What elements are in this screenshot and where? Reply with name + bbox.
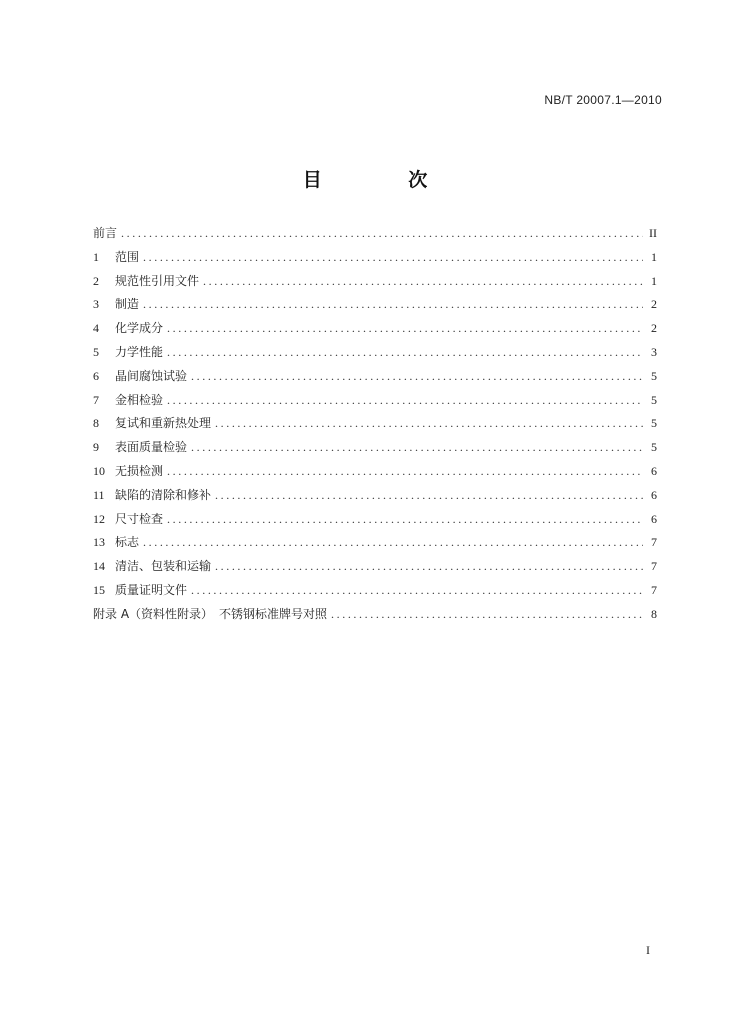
toc-entry[interactable]	[93, 367, 657, 391]
toc-dot-leader	[167, 393, 643, 408]
toc-entry-number: 12	[93, 511, 105, 526]
toc-entry[interactable]	[93, 343, 657, 367]
toc-entry[interactable]	[93, 486, 657, 510]
toc-entry[interactable]	[93, 533, 657, 557]
toc-entry-number: 7	[93, 392, 99, 407]
toc-entry[interactable]	[93, 510, 657, 534]
toc-entry-label: 晶间腐蚀试验	[115, 368, 188, 383]
toc-dot-leader	[331, 607, 643, 622]
toc-entry-label: 化学成分	[115, 321, 164, 336]
toc-entry-label: 复试和重新热处理	[115, 416, 212, 431]
toc-entry[interactable]	[93, 391, 657, 415]
toc-entry-page: 6	[651, 487, 657, 502]
toc-dot-leader	[203, 274, 643, 289]
toc-entry-label: 清洁、包装和运输	[115, 559, 212, 574]
toc-entry[interactable]	[93, 581, 657, 605]
toc-entry-label: 表面质量检验	[115, 440, 188, 455]
toc-entry-label: 标志	[115, 535, 140, 550]
toc-entry-page: II	[649, 226, 657, 240]
toc-dot-leader	[167, 345, 643, 360]
toc-entry-label: 力学性能	[115, 344, 164, 359]
toc-entry-page: 1	[651, 249, 657, 264]
toc-entry[interactable]	[93, 414, 657, 438]
toc-dot-leader	[215, 416, 643, 431]
toc-entry-number: 14	[93, 559, 105, 574]
table-of-contents	[93, 224, 657, 629]
toc-dot-leader	[167, 512, 643, 527]
toc-entry-label: 前言	[93, 226, 118, 240]
toc-entry-number: 15	[93, 582, 105, 597]
toc-entry-number: 2	[93, 273, 99, 288]
toc-entry-label: 缺陷的清除和修补	[115, 487, 212, 502]
toc-dot-leader	[121, 226, 643, 241]
toc-entry-number: 10	[93, 463, 105, 478]
toc-entry[interactable]	[93, 224, 657, 248]
toc-entry-number: 13	[93, 535, 105, 550]
toc-dot-leader	[167, 464, 643, 479]
toc-entry-label: 范围	[115, 249, 140, 264]
standard-code: NB/T 20007.1—2010	[544, 93, 662, 107]
toc-entry-number: 1	[93, 249, 99, 264]
page-number: I	[646, 943, 650, 957]
toc-dot-leader	[167, 321, 643, 336]
toc-entry-number: 4	[93, 321, 99, 336]
toc-entry-label: 质量证明文件	[115, 582, 188, 597]
toc-dot-leader	[191, 440, 643, 455]
toc-entry[interactable]	[93, 557, 657, 581]
toc-entry-page: 7	[651, 535, 657, 550]
toc-entry-label: 附录 A（资料性附录） 不锈钢标准牌号对照	[93, 606, 328, 621]
toc-entry-page: 6	[651, 463, 657, 478]
toc-entry-label: 金相检验	[115, 392, 164, 407]
toc-entry-page: 3	[651, 344, 657, 359]
toc-entry-number: 6	[93, 368, 99, 383]
toc-dot-leader	[143, 297, 643, 312]
toc-entry[interactable]	[93, 462, 657, 486]
toc-entry[interactable]	[93, 438, 657, 462]
toc-dot-leader	[143, 535, 643, 550]
toc-dot-leader	[215, 488, 643, 503]
toc-entry-page: 5	[651, 440, 657, 455]
toc-entry-number: 9	[93, 440, 99, 455]
toc-dot-leader	[191, 369, 643, 384]
toc-entry-label: 无损检测	[115, 463, 164, 478]
toc-dot-leader	[143, 250, 643, 265]
toc-entry[interactable]	[93, 605, 657, 629]
toc-entry-label: 尺寸检查	[115, 511, 164, 526]
page-title: 目 次	[302, 169, 468, 191]
toc-entry-page: 2	[651, 321, 657, 336]
toc-entry[interactable]	[93, 272, 657, 296]
toc-dot-leader	[191, 583, 643, 598]
toc-entry-page: 1	[651, 273, 657, 288]
toc-entry-page: 5	[651, 416, 657, 431]
toc-entry-number: 5	[93, 344, 99, 359]
toc-entry-page: 8	[651, 606, 657, 621]
toc-entry-page: 5	[651, 392, 657, 407]
toc-entry[interactable]	[93, 319, 657, 343]
toc-entry[interactable]	[93, 248, 657, 272]
toc-entry-page: 5	[651, 368, 657, 383]
toc-entry-page: 7	[651, 582, 657, 597]
toc-entry-label: 制造	[115, 297, 140, 312]
toc-dot-leader	[215, 559, 643, 574]
toc-entry-page: 7	[651, 559, 657, 574]
toc-entry-number: 3	[93, 297, 99, 312]
toc-entry[interactable]	[93, 295, 657, 319]
toc-entry-page: 2	[651, 297, 657, 312]
toc-entry-label: 规范性引用文件	[115, 273, 200, 288]
toc-entry-number: 8	[93, 416, 99, 431]
toc-entry-number: 11	[93, 487, 105, 502]
toc-entry-page: 6	[651, 511, 657, 526]
